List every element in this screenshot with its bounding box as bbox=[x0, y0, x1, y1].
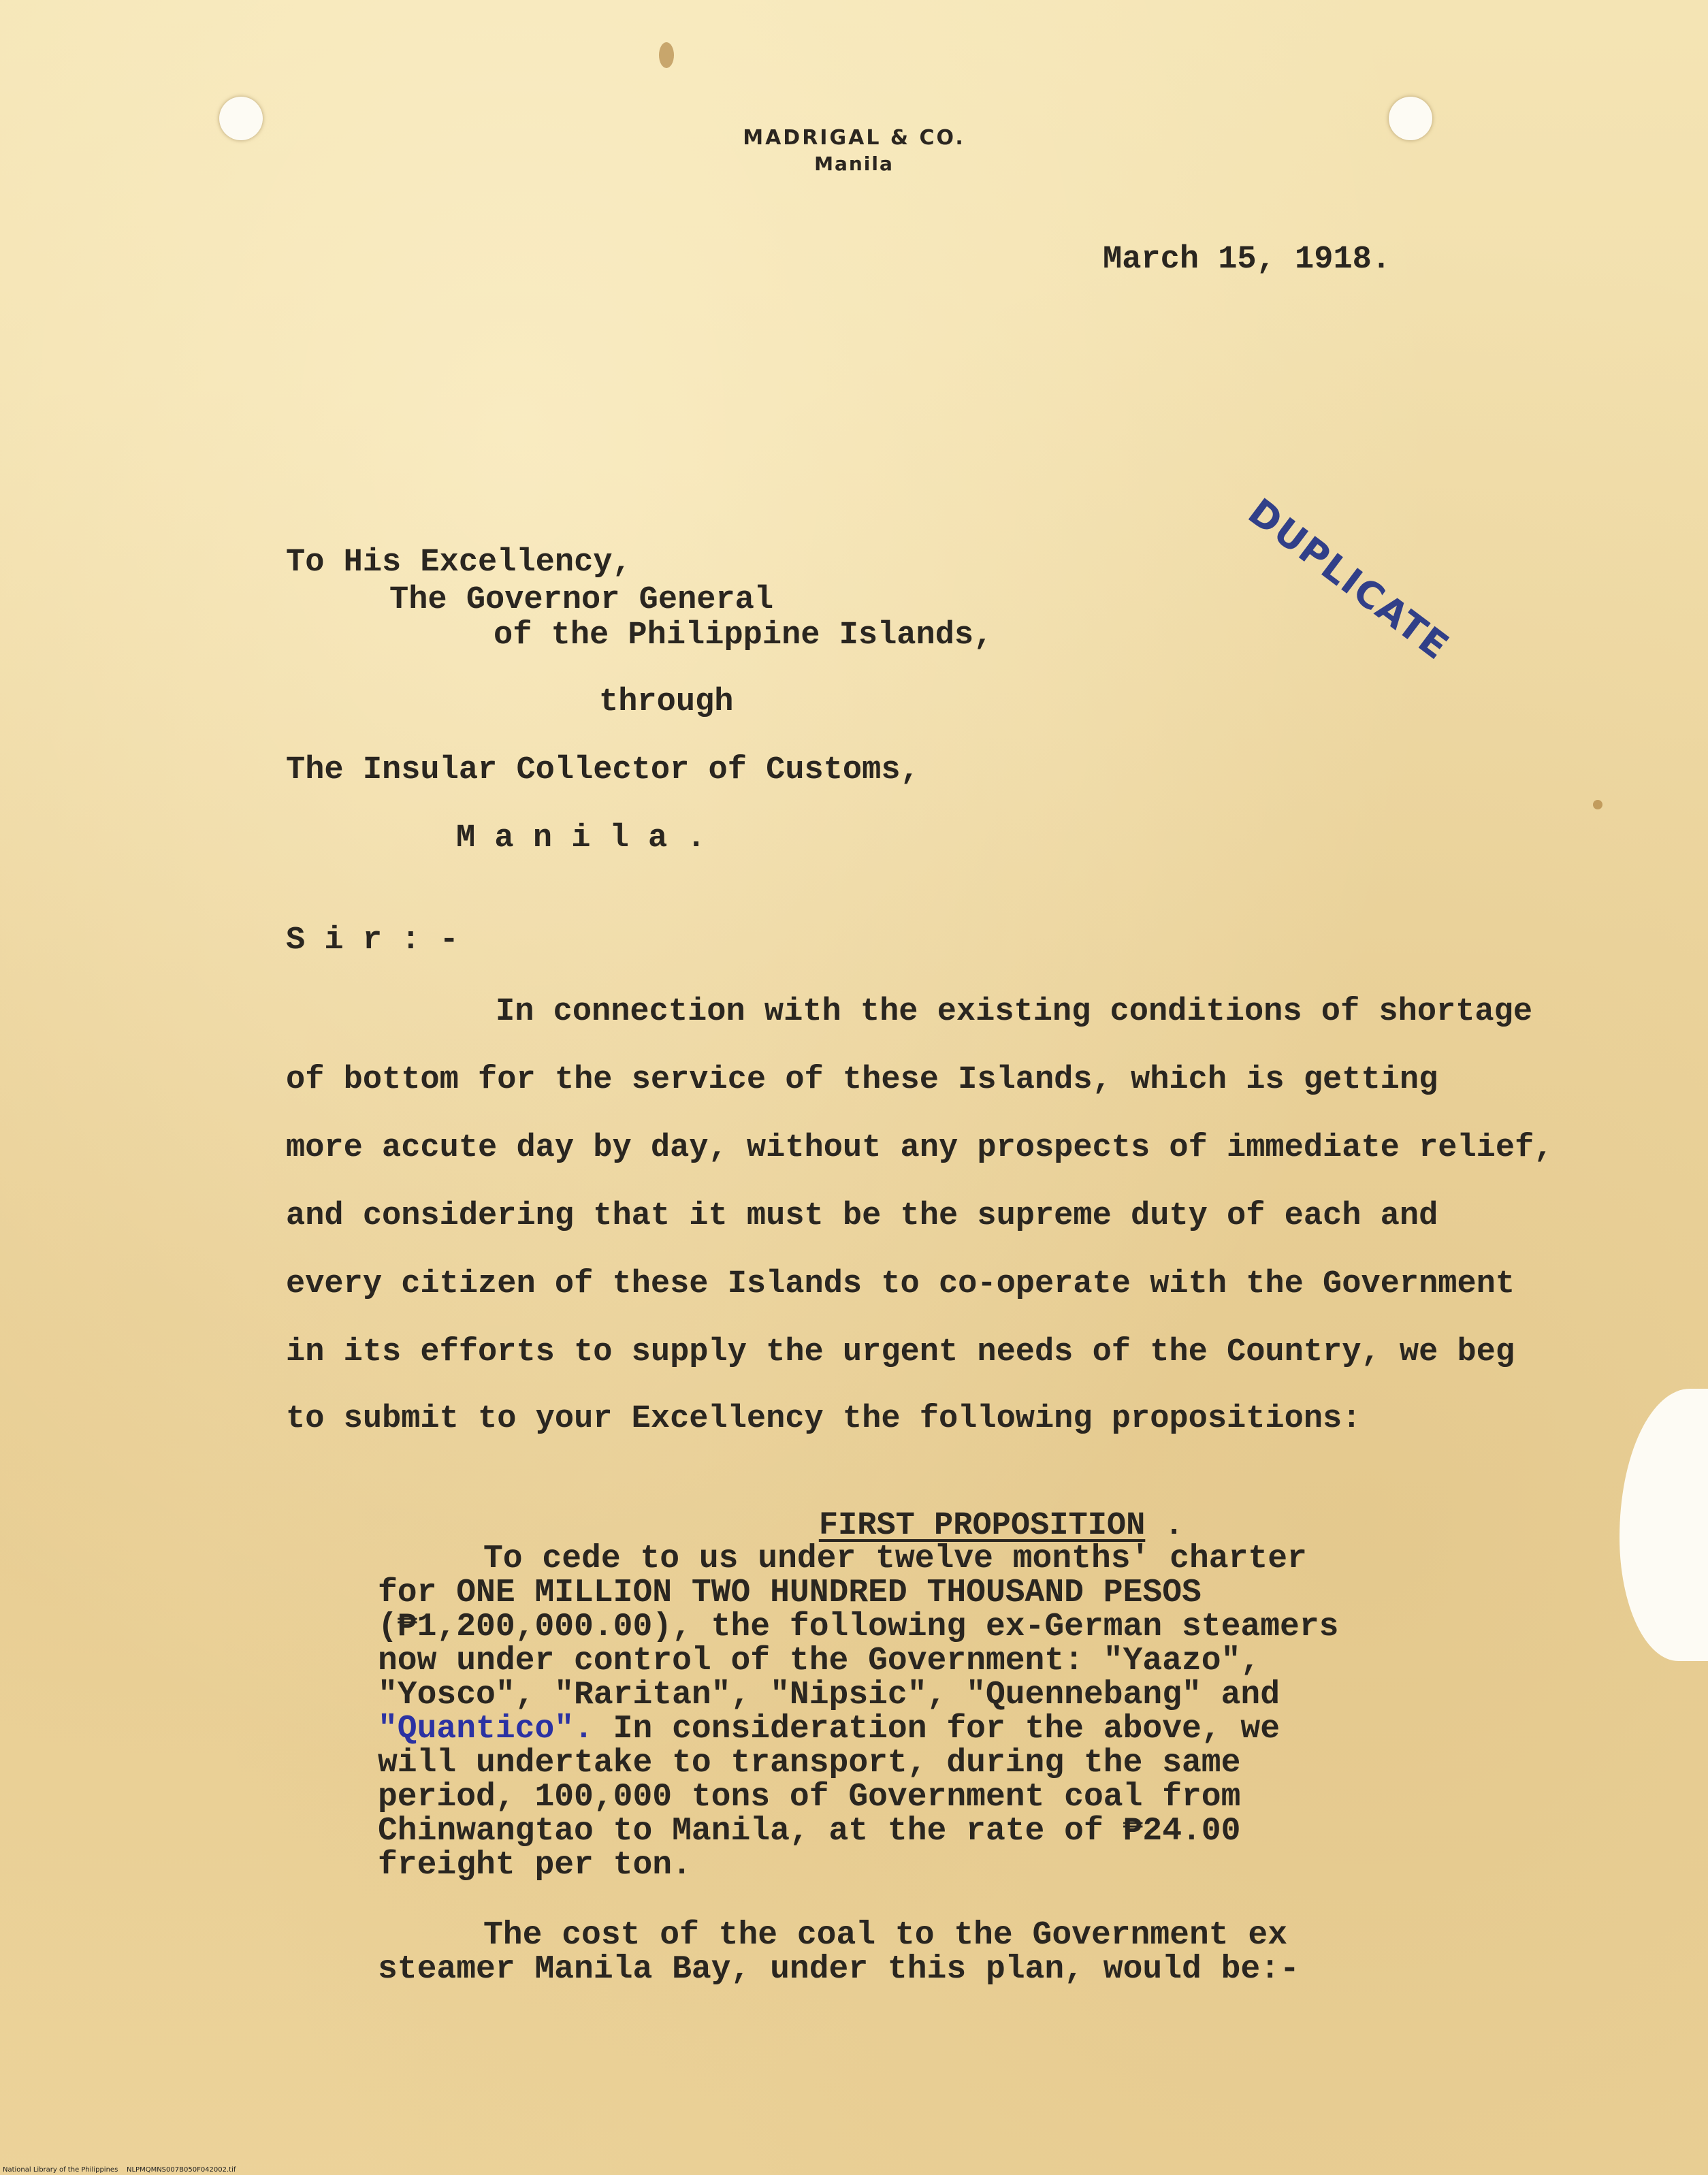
cost-line: steamer Manila Bay, under this plan, would be:- bbox=[378, 1951, 1300, 1988]
letterhead-city: Manila bbox=[814, 152, 894, 175]
paragraph-line: and considering that it must be the supreme duty of each and bbox=[286, 1198, 1438, 1234]
rust-spot bbox=[1593, 800, 1602, 809]
proposition-text: In consideration for the above, we bbox=[593, 1711, 1280, 1747]
paragraph-line: of bottom for the service of these Islands, which is getting bbox=[286, 1062, 1438, 1098]
letterhead-company: MADRIGAL & CO. bbox=[743, 126, 965, 150]
proposition-line bbox=[378, 1712, 1280, 1746]
letterhead bbox=[0, 126, 1708, 175]
proposition-line: Chinwangtao to Manila, at the rate of ₱24.00 bbox=[378, 1813, 1241, 1850]
paragraph-line: to submit to your Excellency the following propositions: bbox=[286, 1401, 1361, 1437]
address-line-5: The Insular Collector of Customs, bbox=[286, 752, 920, 788]
salutation: S i r : - bbox=[286, 922, 459, 958]
cost-line: The cost of the coal to the Government ex bbox=[483, 1917, 1287, 1954]
proposition-line: will undertake to transport, during the same bbox=[378, 1745, 1241, 1782]
address-line-3: of the Philippine Islands, bbox=[494, 617, 993, 654]
proposition-line: for ONE MILLION TWO HUNDRED THOUSAND PESOS bbox=[378, 1575, 1202, 1611]
paragraph-line: more accute day by day, without any prospects of immediate relief, bbox=[286, 1130, 1553, 1166]
proposition-line: To cede to us under twelve months' charter bbox=[483, 1541, 1307, 1577]
paragraph-line: in its efforts to supply the urgent needs of the Country, we beg bbox=[286, 1334, 1515, 1370]
letter-date: March 15, 1918. bbox=[1103, 242, 1391, 278]
proposition-line: (₱1,200,000.00), the following ex-German steamers bbox=[378, 1609, 1339, 1645]
archive-footer: National Library of the Philippines NLPMQMNS007B050F042002.tif bbox=[3, 2166, 236, 2174]
proposition-line: period, 100,000 tons of Government coal from bbox=[378, 1779, 1241, 1816]
address-line-4: through bbox=[599, 684, 734, 720]
section-heading-dot: . bbox=[1164, 1508, 1184, 1544]
address-line-2: The Governor General bbox=[389, 582, 774, 618]
address-line-6: M a n i l a . bbox=[456, 820, 706, 856]
ink-stain bbox=[659, 42, 674, 68]
ship-name-quantico: "Quantico". bbox=[378, 1711, 594, 1747]
section-heading-text: FIRST PROPOSITION bbox=[818, 1508, 1146, 1544]
proposition-line: "Yosco", "Raritan", "Nipsic", "Quennebang" and bbox=[378, 1677, 1280, 1713]
paragraph-line: In connection with the existing conditions of shortage bbox=[496, 994, 1533, 1030]
address-line-1: To His Excellency, bbox=[286, 545, 632, 581]
duplicate-stamp: DUPLICATE bbox=[1240, 490, 1457, 668]
paragraph-line: every citizen of these Islands to co-operate with the Government bbox=[286, 1266, 1515, 1302]
paper-tear bbox=[1620, 1389, 1708, 1661]
proposition-line: now under control of the Government: "Yaazo", bbox=[378, 1643, 1261, 1679]
proposition-line: freight per ton. bbox=[378, 1847, 692, 1884]
